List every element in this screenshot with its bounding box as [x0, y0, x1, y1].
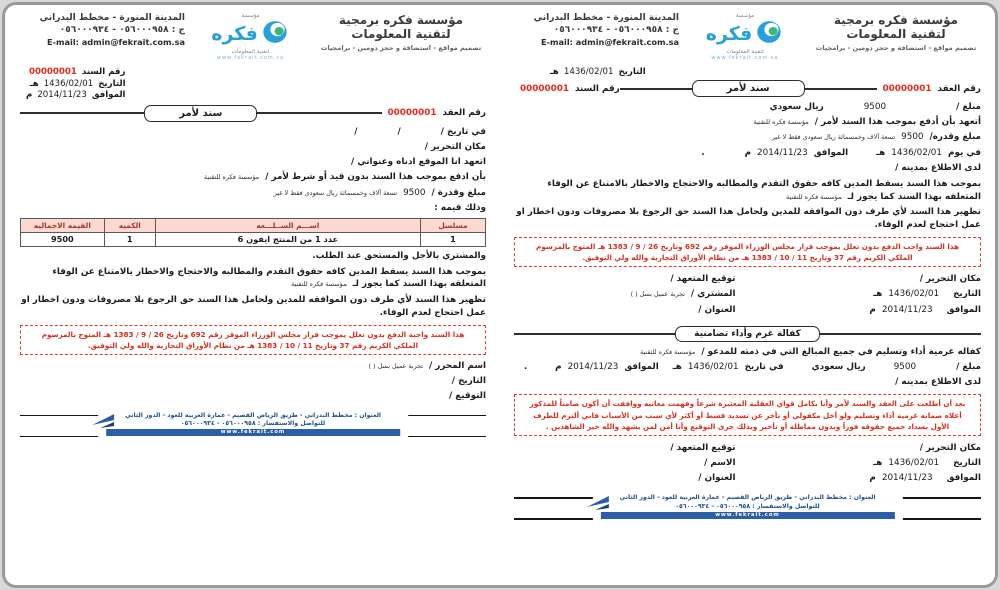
signature-line [514, 273, 736, 286]
guarantee-text: كفاله غرمية أداء وتسليم في جميع المبالغ التي في ذمته للمدعو / [701, 346, 981, 357]
page-header [20, 13, 486, 67]
guarantee-title-box: كفالة غرم وأداء تضامنية [675, 326, 820, 342]
page-left-promissory-note [5, 5, 500, 585]
buyer-name: تجربة عميل بسل ( ) [630, 290, 685, 299]
greg-label: الموافق [813, 147, 849, 158]
name-line [514, 457, 736, 470]
beneficiary-company: مؤسسة فكره للتقنية [203, 173, 260, 182]
amount-in-words: تسعة آلاف وخمسمائة ريال سعودي فقط لا غير [771, 133, 896, 142]
bond-meta-block [20, 67, 126, 102]
currency-label: ريال سعودي [811, 362, 866, 372]
footer-address: العنوان : مخطط البدراني - طريق الرياض القصيم - عمارة العربية للعود - الدور الثاني [124, 411, 382, 419]
greg-label: الموافق [91, 90, 126, 101]
pledge2-text: بأن ادفع بموجب هذا السند بدون قيد أو شرط لأمر / [265, 172, 486, 183]
signature-label: توقيع المتعهد / [670, 442, 736, 453]
contract-number-value: 00000001 [882, 83, 932, 94]
logo-block [685, 13, 805, 61]
note-title-rule [514, 80, 981, 97]
page-header [514, 13, 981, 67]
clause-endorsement: تظهير هذا السند لأي طرف دون الموافقه للمدين ولحامل هذا السند حق الرجوع بلا مصروفات ودون اخطار او عمل احتجاج لعدم الوفاء. [516, 207, 981, 231]
clause-endorsement: تظهير هذا السند لأي طرف دون الموافقه للمدين ولحامل هذا السند حق الرجوع بلا مصروفات ودون اخطار او عمل احتجاج لعدم الوفاء. [21, 295, 486, 318]
cell-qty: 1 [104, 232, 155, 246]
footer-swoosh-icon [92, 413, 114, 433]
fekra-swirl-icon [260, 19, 290, 49]
place-line [20, 141, 486, 154]
footer-center [592, 493, 902, 520]
hijri-suffix: هـ [873, 458, 883, 469]
amount-line [514, 101, 981, 114]
bond-number-label: رقم السند [574, 83, 620, 94]
date-label: التاريخ [618, 67, 646, 77]
contact-email: E-mail: admin@fekrait.com.sa [541, 37, 679, 47]
brand-name-line1: مؤسسة فكره برمجية [833, 13, 959, 27]
date-label: التاريخ [98, 78, 126, 89]
address-line [514, 472, 736, 485]
clause-forfeit-text: بموجب هذا السند يسقط المدين كافه حقوق التقدم والمطالبه والاحتجاج والاخطار بالامتناع عن الوفاء المتعلقه بهذا السند كما يجوز لـ [52, 266, 486, 290]
col-qty: الكميه [104, 218, 155, 232]
footer-contact: للتواصل والاستفسار : ٠٥٦٠٠٠٩٥٨ - ٠٥٦٠٠٠٩٣٤ [675, 503, 820, 511]
contact-phone: ج : ٠٥٦٠٠٠٩٥٨ - ٠٥٦٠٠٠٩٣٤ [59, 25, 185, 35]
amount-value: 9500 [863, 102, 887, 112]
legal-notice-box: هذا السند واجبة الدفع بدون تعلل بموجب قرار مجلس الوزراء الموقر رقم 692 وتاريخ 26 / 9 / 1383 هـ المتوج بالمرسوم الملكي الكريم رقم 37 وتاريخ 11 / 10 / 1383 هـ من نظام الأوراق التجارية والله ولي التوفيق. [20, 325, 486, 355]
place-label: مكان التحرير / [919, 442, 981, 453]
greg-label: الموافق [946, 304, 981, 315]
amount-words-line [20, 187, 486, 200]
contact-block [20, 13, 185, 47]
guarantee-amount-line [514, 361, 981, 374]
pledge1-text: اتعهد انا الموقع ادناه وعنواني / [351, 157, 486, 168]
footer-url-bar: www.fekrait.com [600, 512, 894, 519]
logo-subtitle: لتقنية المعلومات [231, 49, 270, 55]
table-row [21, 232, 486, 246]
contact-city: المدينة المنورة - مخطط البدراني [533, 13, 679, 23]
brand-tagline: تصميم مواقع - استضافة و حجز دومين - برامجيات [815, 43, 977, 52]
date-blank-label: التاريخ / [451, 376, 486, 387]
date-hijri-value: 1436/02/01 [563, 67, 614, 77]
currency-label: ريال سعودي [769, 102, 824, 112]
upon-sight-label: لدى الاطلاع بمدينه / [895, 162, 981, 173]
greg-label: الموافق [946, 473, 981, 484]
date-greg-value: 2014/11/23 [757, 147, 808, 158]
hijri-date-row [26, 79, 126, 91]
on-date-line [20, 126, 486, 139]
value-intro-line [20, 202, 486, 215]
guarantee-line [514, 346, 981, 359]
date-hijri-value: 1436/02/01 [891, 147, 942, 158]
note-title-rule [20, 105, 486, 122]
guarantee-section-rule [514, 326, 981, 342]
page-footer-banner [514, 493, 981, 523]
contact-email: E-mail: admin@fekrait.com.sa [47, 37, 185, 47]
legal-notice-box: هذا السند واجب الدفع بدون تعلل بموجب قرار مجلس الوزراء الموقر رقم 692 وتاريخ 26 / 9 / 1383 هـ المتوج بالمرسوم الملكي الكريم رقم 37 وتاريخ 11 / 10 / 1383 هـ من نظام الأوراق التجارية والله ولي التوفيق. [514, 237, 981, 267]
signature-label: توقيع المتعهد / [670, 274, 736, 285]
signature-blank-label: التوقيع / [448, 391, 486, 402]
date-label: التاريخ [953, 458, 981, 469]
editor-line [20, 360, 486, 373]
logo-block [191, 13, 311, 61]
note-title-box: سند لأمر [692, 80, 805, 97]
signature-left-column [514, 441, 748, 487]
clause-forfeit-text: بموجب هذا السند يسقط المدين كافه حقوق التقدم والمطالبه والاحتجاج والاخطار بالامتناع عن الوفاء المتعلقه بهذا السند كما يجوز لـ [547, 178, 981, 202]
logo-wordmark: فكره [705, 22, 753, 45]
hijri-suffix: هـ [876, 147, 886, 158]
on-date-label: في تاريخ [744, 362, 784, 372]
greg-suffix: م [555, 362, 562, 372]
amount-words-label: مبلغ وقدره/ [929, 132, 981, 143]
place-line [748, 442, 982, 455]
rule-line [820, 333, 981, 334]
date-slash: / [397, 126, 401, 137]
place-line [748, 273, 982, 286]
greg-date-row [26, 90, 126, 102]
upon-sight-label: لدى الاطلاع بمدينه / [895, 377, 981, 388]
brand-block [811, 13, 981, 52]
hijri-suffix: هـ [672, 362, 682, 372]
guarantee-company: مؤسسة فكره للتقنية [640, 347, 696, 356]
cell-total-value: 9500 [21, 232, 105, 246]
col-serial: مسلسل [420, 218, 485, 232]
amount-value: 9500 [893, 362, 917, 372]
brand-name [316, 13, 486, 42]
brand-name-line1: مؤسسة فكره برمجية [338, 13, 464, 27]
greg-suffix: م [26, 90, 33, 101]
amount-words-label: مبلغ وقدرة / [431, 187, 486, 198]
date-greg-value: 2014/11/23 [567, 362, 619, 372]
contract-number-value: 00000001 [387, 108, 437, 119]
date-greg-value: 2014/11/23 [881, 304, 933, 315]
footer-address: العنوان : مخطط البدراني - طريق الرياض القصيم - عمارة العربية للعود - الدور الثاني [619, 494, 876, 502]
hijri-suffix: هـ [550, 67, 559, 77]
bond-number-label: رقم السند [81, 67, 126, 77]
fekra-swirl-icon [754, 19, 784, 49]
bond-number-row [26, 67, 126, 79]
date-hijri-value: 1436/02/01 [888, 458, 940, 469]
logo-top-text: مؤسسة [735, 13, 755, 19]
greg-date-row [748, 472, 982, 485]
logo-url: www.fekrait.com.sa [711, 55, 779, 61]
greg-label: الموافق [624, 362, 659, 372]
note-title-box: سند لأمر [144, 105, 257, 122]
greg-date-row [748, 304, 982, 317]
signature-block-2 [514, 441, 981, 487]
pledge-line [514, 116, 981, 129]
greg-suffix: م [744, 147, 752, 158]
value-intro-text: وذلك قيمه : [434, 202, 486, 213]
footer-swoosh-icon [586, 495, 608, 515]
page-right-promissory-note [500, 5, 995, 585]
amount-in-words: تسعة آلاف وخمسمائة ريال سعودي فقط لا غير [273, 188, 398, 197]
place-label: مكان التحرير / [424, 141, 486, 152]
editor-label: اسم المحرر / [429, 360, 486, 371]
col-item-name: اســـم الســلـــعه [155, 218, 420, 232]
cell-item-name: عدد 1 من المنتج ايفون 6 [155, 232, 420, 246]
logo-top-text: مؤسسة [241, 13, 260, 19]
clause-forfeit [514, 178, 981, 204]
brand-block [316, 13, 486, 52]
rule-line [620, 88, 692, 90]
logo-wordmark: فكره [211, 22, 258, 45]
date-hijri-value: 1436/02/01 [687, 362, 739, 372]
date-hijri-value: 1436/02/01 [43, 78, 94, 89]
name-label: الاسم / [704, 458, 736, 469]
signature-right-column [748, 272, 982, 318]
on-date-label: في تاريخ / [440, 126, 486, 137]
clause-forfeit [20, 266, 486, 292]
period-mark: . [701, 147, 705, 158]
beneficiary-company: مؤسسة فكره للتقنية [753, 118, 809, 127]
date-slash: / [354, 126, 358, 137]
col-total-value: القيمه الاجماليه [21, 218, 105, 232]
brand-tagline: تصميم مواقع - استضافة و حجز دومين - برامجيات [320, 43, 482, 52]
buyer-label: المشتري / [690, 289, 736, 300]
greg-suffix: م [869, 473, 876, 484]
signature-right-column [748, 441, 982, 487]
upon-sight-line [514, 162, 981, 175]
buyer-terms-line: والمشتري بالأجل والمستحق عند الطلب. [312, 250, 486, 261]
editor-name: تجربة عميل بسل ( ) [368, 361, 423, 370]
footer-url-bar: www.fekrait.com [106, 429, 400, 436]
hijri-date-row [514, 67, 981, 77]
contact-city: المدينة المنورة - مخطط البدراني [39, 13, 185, 23]
greg-suffix: م [869, 304, 876, 315]
signature-block-1 [514, 272, 981, 318]
brand-name-line2: لتقنية المعلومات [846, 27, 946, 42]
on-day-label: في يوم [948, 147, 981, 158]
amount-value: 9500 [403, 187, 426, 198]
clause-company: مؤسسة فكره للتقنية [291, 280, 347, 289]
logo-url: www.fekrait.com.sa [216, 55, 285, 61]
amount-words-line [514, 131, 981, 144]
period-mark: . [523, 362, 528, 372]
address-label: العنوان / [698, 304, 736, 315]
items-table-header-row [21, 218, 486, 232]
signature-line [514, 442, 736, 455]
brand-name-line2: لتقنية المعلومات [351, 27, 451, 42]
bond-number-value: 00000001 [28, 67, 77, 77]
hijri-suffix: هـ [873, 289, 883, 300]
logo-subtitle: لتقنية المعلومات [726, 49, 764, 55]
date-blank-line [20, 375, 486, 388]
date-hijri-value: 1436/02/01 [888, 289, 940, 300]
footer-contact: للتواصل والاستفسار : ٠٥٦٠٠٠٩٥٨ - ٠٥٦٠٠٠٩٣٤ [180, 420, 326, 428]
brand-name [811, 13, 981, 42]
pledge-line-2 [20, 171, 486, 184]
pledge-line-1 [20, 156, 486, 169]
hijri-date-row [748, 288, 982, 301]
amount-value: 9500 [901, 132, 924, 143]
rule-line [20, 112, 144, 114]
rule-line [257, 112, 381, 114]
date-greg-value: 2014/11/23 [37, 90, 87, 101]
on-day-line [514, 147, 981, 160]
clause-company: مؤسسة فكره للتقنية [786, 192, 842, 201]
contact-phone: ج : ٠٥٦٠٠٠٩٥٨ - ٠٥٦٠٠٠٩٣٤ [553, 25, 679, 35]
place-label: مكان التحرير / [919, 274, 981, 285]
buyer-line [514, 288, 736, 301]
rule-line [514, 333, 675, 334]
guarantee-notice-box: بعد أن أطلعت على العقد والسند لأمر وأنا بكامل قواي العقلية المعتبرة شرعاً وفهمت معانيه ووافقت أن أكون ضامناً للمذكور أعلاه ضمانه غرمية أداء وتسليم ولو أخل مكفولي أو تأخر عن تسديد قسط أو أكثر لأي سبب من الأسباب فاني ألتزم للطرف الأول بسداد جميع حقوقه فوراً وبدون مماطلة أو تأخير وبذلك جرى التوقيع وأنا أمن لمن يشهد والله خير الشاهدين . [514, 394, 981, 435]
contract-number-label: رقم العقد [937, 83, 981, 94]
items-table [20, 218, 486, 247]
address-label: العنوان / [698, 473, 736, 484]
signature-left-column [514, 272, 748, 318]
amount-label: مبلغ / [956, 102, 981, 112]
address-line [514, 304, 736, 317]
hijri-suffix: هـ [29, 78, 39, 89]
hijri-date-row [748, 457, 982, 470]
signature-blank-line [20, 390, 486, 403]
contact-block [514, 13, 679, 47]
rule-line [805, 88, 877, 90]
contract-number-label: رقم العقد [442, 108, 486, 119]
footer-center [98, 411, 408, 438]
upon-sight-line [514, 376, 981, 389]
cell-serial: 1 [420, 232, 485, 246]
date-label: التاريخ [953, 289, 981, 300]
amount-label: مبلغ / [956, 362, 981, 372]
date-greg-value: 2014/11/23 [881, 473, 933, 484]
bond-number-value: 00000001 [519, 83, 569, 94]
document-viewer-frame [2, 2, 998, 588]
pages-container [5, 5, 995, 585]
page-footer-banner [20, 411, 486, 441]
pledge-text: أتعهد بأن أدفع بموجب هذا السند لأمر / [814, 117, 981, 128]
